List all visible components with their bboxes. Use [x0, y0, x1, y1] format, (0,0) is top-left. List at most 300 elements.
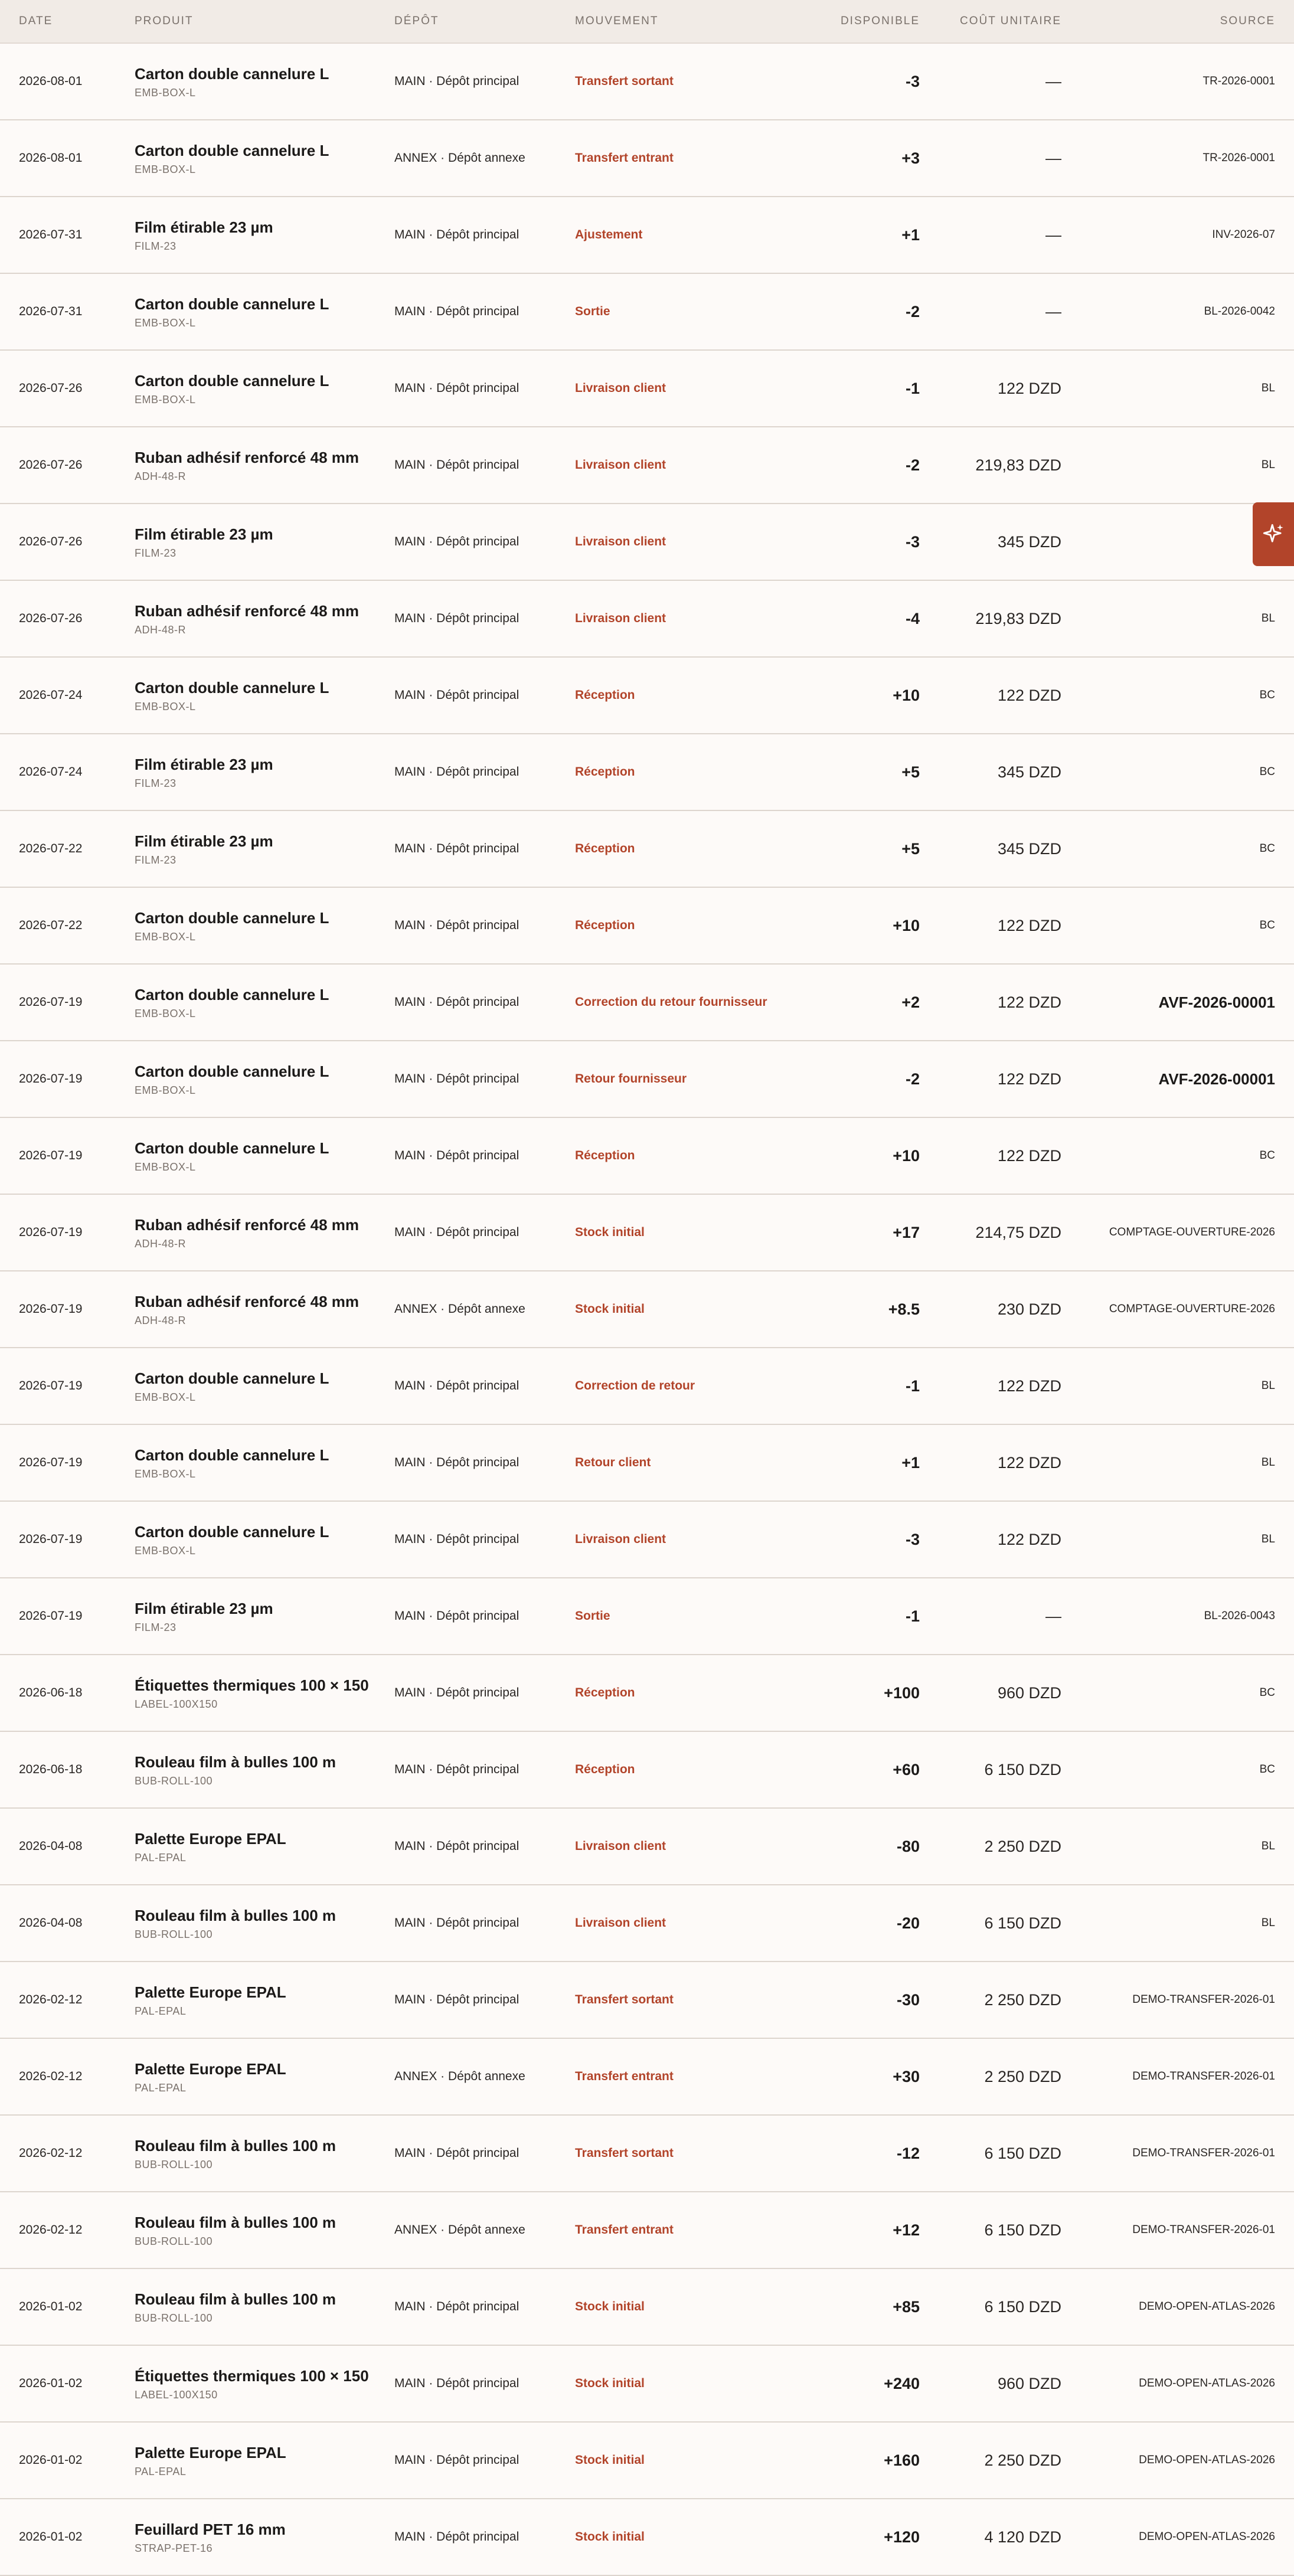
product-sku: ADH-48-R: [135, 1237, 187, 1250]
product-sku: EMB-BOX-L: [135, 86, 196, 99]
unit-cost: 960 DZD: [997, 2374, 1061, 2392]
movement-type: Livraison client: [575, 458, 666, 472]
row-date: 2026-07-19: [19, 995, 83, 1009]
product-name: Carton double cannelure L: [135, 295, 329, 313]
product-name: Palette Europe EPAL: [135, 1829, 286, 1848]
column-header-product[interactable]: PRODUIT: [135, 15, 194, 27]
unit-cost: 6 150 DZD: [984, 1760, 1061, 1779]
product-sku: EMB-BOX-L: [135, 1007, 196, 1019]
row-depot: MAIN · Dépôt principal: [394, 1916, 519, 1930]
table-row[interactable]: [0, 351, 1294, 427]
row-depot: MAIN · Dépôt principal: [394, 1763, 519, 1776]
source-reference[interactable]: DEMO-OPEN-ATLAS-2026: [1139, 2531, 1275, 2543]
table-row[interactable]: [0, 197, 1294, 274]
row-date: 2026-07-19: [19, 1379, 83, 1392]
column-header-depot[interactable]: DÉPÔT: [394, 15, 439, 27]
product-name: Rouleau film à bulles 100 m: [135, 2136, 336, 2155]
table-row[interactable]: [0, 1885, 1294, 1962]
movement-type: Sortie: [575, 1609, 610, 1623]
unit-cost: 122 DZD: [997, 379, 1061, 397]
product-sku: EMB-BOX-L: [135, 930, 196, 943]
source-reference[interactable]: TR-2026-0001: [1202, 75, 1275, 87]
table-row[interactable]: [0, 658, 1294, 734]
row-date: 2026-04-08: [19, 1916, 83, 1930]
row-depot: MAIN · Dépôt principal: [394, 1686, 519, 1699]
available-quantity: -1: [905, 1607, 920, 1625]
product-sku: PAL-EPAL: [135, 2005, 187, 2017]
row-date: 2026-02-12: [19, 2070, 83, 2083]
row-depot: MAIN · Dépôt principal: [394, 381, 519, 395]
row-date: 2026-08-01: [19, 151, 83, 165]
product-sku: FILM-23: [135, 1621, 177, 1633]
available-quantity: -3: [905, 72, 920, 90]
source-reference[interactable]: BC: [1259, 689, 1275, 701]
row-depot: ANNEX · Dépôt annexe: [394, 151, 525, 165]
product-name: Carton double cannelure L: [135, 64, 329, 83]
movement-type: Réception: [575, 1686, 635, 1699]
available-quantity: +12: [893, 2221, 920, 2239]
available-quantity: +85: [893, 2297, 920, 2316]
product-sku: EMB-BOX-L: [135, 316, 196, 329]
product-sku: ADH-48-R: [135, 470, 187, 482]
row-depot: MAIN · Dépôt principal: [394, 1532, 519, 1546]
table-row[interactable]: [0, 2192, 1294, 2269]
row-date: 2026-02-12: [19, 2146, 83, 2160]
table-row[interactable]: [0, 44, 1294, 120]
assistant-button[interactable]: [1253, 502, 1294, 566]
movement-type: Livraison client: [575, 535, 666, 548]
available-quantity: +3: [901, 149, 920, 167]
unit-cost: 122 DZD: [997, 1070, 1061, 1088]
unit-cost: —: [1045, 302, 1061, 321]
row-depot: MAIN · Dépôt principal: [394, 2530, 519, 2544]
row-date: 2026-06-18: [19, 1763, 83, 1776]
row-date: 2026-07-19: [19, 1609, 83, 1623]
product-name: Carton double cannelure L: [135, 985, 329, 1003]
product-sku: FILM-23: [135, 547, 177, 559]
table-row[interactable]: [0, 2039, 1294, 2116]
unit-cost: 122 DZD: [997, 1530, 1061, 1548]
unit-cost: 122 DZD: [997, 1146, 1061, 1165]
source-reference[interactable]: COMPTAGE-OUVERTURE-2026: [1109, 1303, 1275, 1315]
available-quantity: +8.5: [888, 1300, 920, 1318]
source-reference[interactable]: BL: [1261, 382, 1275, 394]
row-depot: ANNEX · Dépôt annexe: [394, 1302, 525, 1316]
row-date: 2026-07-26: [19, 381, 83, 395]
product-name: Rouleau film à bulles 100 m: [135, 1753, 336, 1771]
row-date: 2026-07-26: [19, 535, 83, 548]
source-reference[interactable]: DEMO-TRANSFER-2026-01: [1132, 1993, 1275, 2006]
product-sku: LABEL-100X150: [135, 1698, 218, 1710]
source-reference[interactable]: BL: [1261, 1840, 1275, 1852]
available-quantity: +10: [893, 1146, 920, 1165]
movement-type: Stock initial: [575, 2376, 645, 2390]
product-sku: PAL-EPAL: [135, 2465, 187, 2477]
unit-cost: —: [1045, 149, 1061, 167]
unit-cost: 345 DZD: [997, 839, 1061, 858]
row-date: 2026-07-31: [19, 228, 83, 241]
table-row[interactable]: [0, 2269, 1294, 2346]
available-quantity: +17: [893, 1223, 920, 1241]
row-depot: MAIN · Dépôt principal: [394, 1609, 519, 1623]
movement-type: Transfert sortant: [575, 1993, 674, 2006]
table-row[interactable]: [0, 274, 1294, 351]
row-depot: MAIN · Dépôt principal: [394, 918, 519, 932]
table-header: [0, 0, 1294, 44]
product-name: Rouleau film à bulles 100 m: [135, 2213, 336, 2231]
source-reference[interactable]: COMPTAGE-OUVERTURE-2026: [1109, 1226, 1275, 1238]
available-quantity: +10: [893, 686, 920, 704]
row-depot: MAIN · Dépôt principal: [394, 842, 519, 855]
table-row[interactable]: [0, 427, 1294, 504]
available-quantity: +5: [901, 763, 920, 781]
column-header-unit-cost[interactable]: COÛT UNITAIRE: [959, 15, 1061, 27]
unit-cost: 2 250 DZD: [984, 2067, 1061, 2085]
unit-cost: 122 DZD: [997, 686, 1061, 704]
column-header-source[interactable]: SOURCE: [1220, 15, 1275, 27]
product-name: Carton double cannelure L: [135, 678, 329, 697]
unit-cost: 4 120 DZD: [984, 2528, 1061, 2546]
row-date: 2026-07-19: [19, 1149, 83, 1162]
source-reference[interactable]: BC: [1259, 919, 1275, 931]
available-quantity: -20: [896, 1914, 920, 1932]
source-reference[interactable]: INV-2026-07: [1212, 228, 1275, 241]
row-date: 2026-01-02: [19, 2530, 83, 2544]
table-row[interactable]: [0, 1271, 1294, 1348]
column-header-date[interactable]: DATE: [19, 15, 53, 27]
row-date: 2026-06-18: [19, 1686, 83, 1699]
source-reference[interactable]: BC: [1259, 842, 1275, 855]
product-sku: EMB-BOX-L: [135, 1160, 196, 1173]
row-date: 2026-07-19: [19, 1456, 83, 1469]
movement-type: Livraison client: [575, 1532, 666, 1546]
product-name: Rouleau film à bulles 100 m: [135, 2290, 336, 2308]
unit-cost: 2 250 DZD: [984, 1990, 1061, 2009]
available-quantity: -2: [905, 302, 920, 321]
sparkle-icon: [1261, 522, 1286, 547]
source-reference[interactable]: BL: [1261, 1917, 1275, 1929]
unit-cost: 122 DZD: [997, 916, 1061, 934]
row-depot: MAIN · Dépôt principal: [394, 1225, 519, 1239]
unit-cost: 6 150 DZD: [984, 1914, 1061, 1932]
product-name: Rouleau film à bulles 100 m: [135, 1906, 336, 1924]
row-depot: ANNEX · Dépôt annexe: [394, 2223, 525, 2237]
source-reference[interactable]: BL-2026-0043: [1204, 1610, 1275, 1622]
row-depot: ANNEX · Dépôt annexe: [394, 2070, 525, 2083]
product-sku: BUB-ROLL-100: [135, 2158, 213, 2170]
row-depot: MAIN · Dépôt principal: [394, 228, 519, 241]
table-row[interactable]: [0, 811, 1294, 888]
available-quantity: -30: [896, 1990, 920, 2009]
product-name: Ruban adhésif renforcé 48 mm: [135, 448, 359, 466]
available-quantity: -3: [905, 1530, 920, 1548]
row-date: 2026-07-22: [19, 842, 83, 855]
table-body: [0, 44, 1294, 2576]
row-depot: MAIN · Dépôt principal: [394, 305, 519, 318]
source-reference[interactable]: DEMO-OPEN-ATLAS-2026: [1139, 2300, 1275, 2313]
unit-cost: 2 250 DZD: [984, 1837, 1061, 1855]
product-sku: EMB-BOX-L: [135, 393, 196, 406]
row-depot: MAIN · Dépôt principal: [394, 2453, 519, 2467]
row-depot: MAIN · Dépôt principal: [394, 458, 519, 472]
row-date: 2026-07-22: [19, 918, 83, 932]
unit-cost: —: [1045, 72, 1061, 90]
unit-cost: 345 DZD: [997, 763, 1061, 781]
movement-type: Stock initial: [575, 2300, 645, 2313]
source-reference[interactable]: DEMO-TRANSFER-2026-01: [1132, 2147, 1275, 2159]
available-quantity: -2: [905, 1070, 920, 1088]
product-name: Feuillard PET 16 mm: [135, 2520, 286, 2538]
row-date: 2026-01-02: [19, 2300, 83, 2313]
movement-type: Livraison client: [575, 612, 666, 625]
product-name: Film étirable 23 µm: [135, 218, 273, 236]
row-depot: MAIN · Dépôt principal: [394, 995, 519, 1009]
available-quantity: +2: [901, 993, 920, 1011]
row-depot: MAIN · Dépôt principal: [394, 1379, 519, 1392]
product-sku: BUB-ROLL-100: [135, 1928, 213, 1940]
row-date: 2026-02-12: [19, 2223, 83, 2237]
row-date: 2026-01-02: [19, 2453, 83, 2467]
product-sku: BUB-ROLL-100: [135, 2235, 213, 2247]
movement-type: Stock initial: [575, 2530, 645, 2544]
unit-cost: 960 DZD: [997, 1683, 1061, 1702]
product-name: Carton double cannelure L: [135, 1522, 329, 1541]
product-name: Film étirable 23 µm: [135, 525, 273, 543]
row-depot: MAIN · Dépôt principal: [394, 765, 519, 779]
row-date: 2026-07-26: [19, 612, 83, 625]
unit-cost: 2 250 DZD: [984, 2451, 1061, 2469]
unit-cost: 214,75 DZD: [975, 1223, 1061, 1241]
product-sku: EMB-BOX-L: [135, 700, 196, 712]
source-reference[interactable]: DEMO-OPEN-ATLAS-2026: [1139, 2454, 1275, 2466]
available-quantity: +1: [901, 1453, 920, 1472]
source-reference[interactable]: BL: [1261, 612, 1275, 625]
column-header-movement[interactable]: MOUVEMENT: [575, 15, 659, 27]
available-quantity: +10: [893, 916, 920, 934]
table-row[interactable]: [0, 965, 1294, 1041]
row-date: 2026-02-12: [19, 1993, 83, 2006]
available-quantity: +30: [893, 2067, 920, 2085]
source-reference[interactable]: BL-2026-0042: [1204, 305, 1275, 318]
row-depot: MAIN · Dépôt principal: [394, 1993, 519, 2006]
product-sku: FILM-23: [135, 777, 177, 789]
available-quantity: +5: [901, 839, 920, 858]
product-name: Palette Europe EPAL: [135, 1983, 286, 2001]
movement-type: Transfert entrant: [575, 2223, 674, 2237]
product-name: Film étirable 23 µm: [135, 832, 273, 850]
source-reference[interactable]: AVF-2026-00001: [1158, 993, 1275, 1011]
unit-cost: 122 DZD: [997, 1453, 1061, 1472]
table-row[interactable]: [0, 1348, 1294, 1425]
row-date: 2026-07-24: [19, 688, 83, 702]
table-row[interactable]: [0, 1041, 1294, 1118]
movement-type: Transfert sortant: [575, 74, 674, 88]
movement-type: Réception: [575, 842, 635, 855]
row-depot: MAIN · Dépôt principal: [394, 2300, 519, 2313]
row-date: 2026-04-08: [19, 1839, 83, 1853]
product-sku: EMB-BOX-L: [135, 1084, 196, 1096]
row-date: 2026-07-19: [19, 1302, 83, 1316]
source-reference[interactable]: AVF-2026-00001: [1158, 1070, 1275, 1088]
product-name: Film étirable 23 µm: [135, 1599, 273, 1617]
available-quantity: -2: [905, 456, 920, 474]
product-sku: EMB-BOX-L: [135, 1544, 196, 1557]
unit-cost: 219,83 DZD: [975, 609, 1061, 627]
row-depot: MAIN · Dépôt principal: [394, 688, 519, 702]
table-row[interactable]: [0, 734, 1294, 811]
product-sku: EMB-BOX-L: [135, 163, 196, 175]
product-sku: ADH-48-R: [135, 1314, 187, 1326]
table-row[interactable]: [0, 1425, 1294, 1502]
table-row[interactable]: [0, 1578, 1294, 1655]
source-reference[interactable]: TR-2026-0001: [1202, 152, 1275, 164]
row-depot: MAIN · Dépôt principal: [394, 74, 519, 88]
movement-type: Correction de retour: [575, 1379, 695, 1392]
row-date: 2026-07-19: [19, 1225, 83, 1239]
row-date: 2026-07-24: [19, 765, 83, 779]
movement-type: Stock initial: [575, 2453, 645, 2467]
source-reference[interactable]: BC: [1259, 1149, 1275, 1162]
unit-cost: 122 DZD: [997, 993, 1061, 1011]
movement-type: Réception: [575, 765, 635, 779]
source-reference[interactable]: DEMO-TRANSFER-2026-01: [1132, 2224, 1275, 2236]
row-depot: MAIN · Dépôt principal: [394, 1456, 519, 1469]
source-reference[interactable]: BL: [1261, 459, 1275, 471]
movement-type: Transfert entrant: [575, 151, 674, 165]
row-depot: MAIN · Dépôt principal: [394, 1839, 519, 1853]
product-name: Étiquettes thermiques 100 × 150: [135, 2366, 369, 2385]
unit-cost: 230 DZD: [997, 1300, 1061, 1318]
row-date: 2026-07-26: [19, 458, 83, 472]
product-name: Ruban adhésif renforcé 48 mm: [135, 1292, 359, 1310]
available-quantity: +60: [893, 1760, 920, 1779]
available-quantity: -12: [896, 2144, 920, 2162]
product-name: Carton double cannelure L: [135, 1062, 329, 1080]
product-sku: PAL-EPAL: [135, 1851, 187, 1864]
product-name: Film étirable 23 µm: [135, 755, 273, 773]
source-reference[interactable]: BC: [1259, 766, 1275, 778]
movement-type: Réception: [575, 918, 635, 932]
unit-cost: 345 DZD: [997, 532, 1061, 551]
table-row[interactable]: [0, 2499, 1294, 2576]
product-sku: BUB-ROLL-100: [135, 1774, 213, 1787]
source-reference[interactable]: BL: [1261, 1379, 1275, 1392]
available-quantity: +160: [884, 2451, 920, 2469]
product-name: Carton double cannelure L: [135, 1369, 329, 1387]
table-row[interactable]: [0, 581, 1294, 658]
available-quantity: +240: [884, 2374, 920, 2392]
movement-type: Livraison client: [575, 381, 666, 395]
row-depot: MAIN · Dépôt principal: [394, 612, 519, 625]
column-header-available[interactable]: DISPONIBLE: [840, 15, 920, 27]
product-sku: ADH-48-R: [135, 623, 187, 636]
available-quantity: +1: [901, 225, 920, 244]
movement-type: Retour fournisseur: [575, 1072, 687, 1086]
table-row[interactable]: [0, 504, 1294, 581]
unit-cost: 219,83 DZD: [975, 456, 1061, 474]
table-row[interactable]: [0, 1732, 1294, 1809]
movement-type: Retour client: [575, 1456, 651, 1469]
available-quantity: -3: [905, 532, 920, 551]
product-name: Étiquettes thermiques 100 × 150: [135, 1676, 369, 1694]
table-row[interactable]: [0, 1809, 1294, 1885]
product-name: Ruban adhésif renforcé 48 mm: [135, 601, 359, 620]
unit-cost: 6 150 DZD: [984, 2144, 1061, 2162]
movement-type: Réception: [575, 1149, 635, 1162]
table-row[interactable]: [0, 1502, 1294, 1578]
table-row[interactable]: [0, 1655, 1294, 1732]
unit-cost: 6 150 DZD: [984, 2297, 1061, 2316]
table-row[interactable]: [0, 1962, 1294, 2039]
product-name: Palette Europe EPAL: [135, 2443, 286, 2461]
product-name: Carton double cannelure L: [135, 1446, 329, 1464]
source-reference[interactable]: DEMO-OPEN-ATLAS-2026: [1139, 2377, 1275, 2389]
row-date: 2026-08-01: [19, 74, 83, 88]
product-name: Carton double cannelure L: [135, 371, 329, 390]
movement-type: Sortie: [575, 305, 610, 318]
unit-cost: 6 150 DZD: [984, 2221, 1061, 2239]
movement-type: Ajustement: [575, 228, 643, 241]
row-depot: MAIN · Dépôt principal: [394, 1149, 519, 1162]
table-row[interactable]: [0, 120, 1294, 197]
movement-type: Transfert sortant: [575, 2146, 674, 2160]
table-row[interactable]: [0, 1118, 1294, 1195]
source-reference[interactable]: BL: [1261, 1456, 1275, 1469]
product-sku: PAL-EPAL: [135, 2081, 187, 2094]
unit-cost: 122 DZD: [997, 1377, 1061, 1395]
product-sku: EMB-BOX-L: [135, 1467, 196, 1480]
product-sku: FILM-23: [135, 854, 177, 866]
source-reference[interactable]: BL: [1261, 1533, 1275, 1545]
source-reference[interactable]: BC: [1259, 1763, 1275, 1776]
unit-cost: —: [1045, 1607, 1061, 1625]
product-sku: BUB-ROLL-100: [135, 2312, 213, 2324]
product-name: Palette Europe EPAL: [135, 2060, 286, 2078]
available-quantity: -1: [905, 379, 920, 397]
row-depot: MAIN · Dépôt principal: [394, 2376, 519, 2390]
movement-type: Correction du retour fournisseur: [575, 995, 767, 1009]
product-sku: STRAP-PET-16: [135, 2542, 213, 2554]
product-name: Carton double cannelure L: [135, 141, 329, 159]
source-reference[interactable]: DEMO-TRANSFER-2026-01: [1132, 2070, 1275, 2083]
product-name: Carton double cannelure L: [135, 908, 329, 927]
movement-type: Livraison client: [575, 1916, 666, 1930]
table-row[interactable]: [0, 2423, 1294, 2499]
movement-type: Réception: [575, 688, 635, 702]
available-quantity: +120: [884, 2528, 920, 2546]
table-row[interactable]: [0, 888, 1294, 965]
movement-type: Stock initial: [575, 1225, 645, 1239]
product-sku: LABEL-100X150: [135, 2388, 218, 2401]
available-quantity: -4: [905, 609, 920, 627]
row-depot: MAIN · Dépôt principal: [394, 535, 519, 548]
available-quantity: -1: [905, 1377, 920, 1395]
unit-cost: —: [1045, 225, 1061, 244]
table-row[interactable]: [0, 2116, 1294, 2192]
row-date: 2026-07-31: [19, 305, 83, 318]
movement-type: Stock initial: [575, 1302, 645, 1316]
row-depot: MAIN · Dépôt principal: [394, 1072, 519, 1086]
row-date: 2026-07-19: [19, 1532, 83, 1546]
table-row[interactable]: [0, 2346, 1294, 2423]
product-sku: EMB-BOX-L: [135, 1391, 196, 1403]
row-date: 2026-01-02: [19, 2376, 83, 2390]
available-quantity: +100: [884, 1683, 920, 1702]
source-reference[interactable]: BC: [1259, 1686, 1275, 1699]
movement-type: Transfert entrant: [575, 2070, 674, 2083]
table-row[interactable]: [0, 1195, 1294, 1271]
row-depot: MAIN · Dépôt principal: [394, 2146, 519, 2160]
